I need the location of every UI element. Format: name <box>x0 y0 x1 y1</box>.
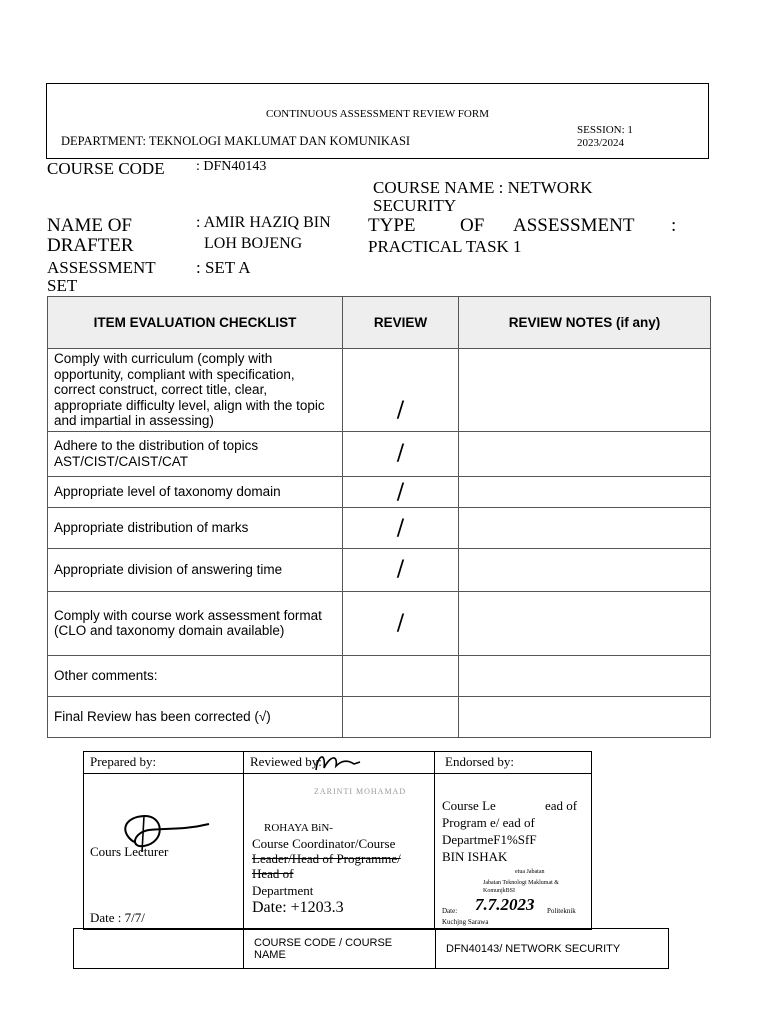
type-word-3: ASSESSMENT <box>513 215 635 236</box>
set-value: : SET A <box>196 258 251 277</box>
endorsed-role-1b: ead of <box>545 798 578 813</box>
table-row <box>48 508 711 549</box>
footer-value: DFN40143/ NETWORK SECURITY <box>436 929 669 969</box>
drafter-value-2: LOH BOJENG <box>204 235 303 252</box>
checklist-item: Appropriate division of answering time <box>48 548 343 591</box>
reviewed-stamp: ZARINTI MOHAMAD <box>314 787 407 796</box>
endorsed-stamp-1: etua Jabatan <box>515 869 545 875</box>
review-check: / <box>343 591 459 655</box>
table-row <box>48 476 711 508</box>
reviewed-role-4: Department <box>252 883 314 898</box>
checklist-item: Other comments: <box>48 655 343 697</box>
course-name-line1: COURSE NAME : NETWORK <box>373 178 593 197</box>
review-notes <box>459 348 711 431</box>
set-label-2: SET <box>47 276 78 295</box>
endorsed-role-1: Course Le <box>442 798 496 813</box>
prepared-date: Date : 7/7/ <box>90 910 145 925</box>
endorsed-stamp-4: Politeknik <box>547 907 576 915</box>
endorsed-cell <box>435 774 592 930</box>
checklist-item: Adhere to the distribution of topics AST/CIST/CAIST/CAT <box>48 432 343 477</box>
review-notes <box>459 591 711 655</box>
col-notes: REVIEW NOTES (if any) <box>459 297 711 349</box>
review-notes <box>459 508 711 549</box>
set-label-1: ASSESSMENT <box>47 258 156 277</box>
type-word-2: OF <box>460 215 485 236</box>
endorsed-role-2: Program e/ ead of <box>442 815 535 830</box>
prepared-label: Prepared by: <box>84 752 244 774</box>
footer-label: COURSE CODE / COURSE NAME <box>244 929 436 969</box>
type-word-1: TYPE <box>368 215 416 236</box>
checklist-item: Comply with curriculum (comply with opportunity, compliant with specification, correct construct, correct title, clear, appropriate difficulty level, align with the topic and impartial in assessing) <box>48 348 343 431</box>
signoff-body-row <box>84 774 592 930</box>
review-check: / <box>343 476 459 508</box>
table-row <box>48 697 711 738</box>
review-check <box>343 655 459 697</box>
table-row <box>48 655 711 697</box>
course-code-label: COURSE CODE <box>47 159 165 178</box>
drafter-value-1: : AMIR HAZIQ BIN <box>196 214 331 231</box>
type-value: PRACTICAL TASK 1 <box>368 237 522 256</box>
endorsed-date-label: Date: <box>442 907 458 915</box>
form-title: CONTINUOUS ASSESSMENT REVIEW FORM <box>266 108 489 120</box>
table-row <box>48 348 711 431</box>
endorsed-date-value: 7.7.2023 <box>475 895 535 914</box>
endorsed-name: BIN ISHAK <box>442 849 508 864</box>
checklist-header-row <box>48 297 711 349</box>
endorsed-label: Endorsed by: <box>435 752 592 774</box>
evaluation-checklist <box>47 296 711 738</box>
review-check: / <box>343 508 459 549</box>
checklist-item: Appropriate distribution of marks <box>48 508 343 549</box>
reviewed-name: ROHAYA BiN- <box>264 822 333 834</box>
table-row <box>48 432 711 477</box>
reviewed-date: Date: +1203.3 <box>252 899 344 916</box>
form-header <box>46 83 709 159</box>
prepared-cell <box>84 774 244 930</box>
department: DEPARTMENT: TEKNOLOGI MAKLUMAT DAN KOMUNIKASI <box>61 134 411 148</box>
session-year: 2023/2024 <box>577 137 625 149</box>
course-name-line2: SECURITY <box>373 196 457 215</box>
reviewed-role-1: Course Coordinator/Course <box>252 836 396 851</box>
drafter-label-1: NAME OF <box>47 215 132 236</box>
session-label: SESSION: 1 <box>577 124 633 136</box>
endorsed-stamp-5: Kuchjng Sarawa <box>442 918 489 926</box>
review-check: / <box>343 432 459 477</box>
review-check: / <box>343 548 459 591</box>
review-check: / <box>343 348 459 431</box>
review-notes <box>459 655 711 697</box>
type-colon: : <box>671 215 677 236</box>
checklist-item: Appropriate level of taxonomy domain <box>48 476 343 508</box>
review-notes <box>459 476 711 508</box>
checklist-item: Final Review has been corrected (√) <box>48 697 343 738</box>
col-item: ITEM EVALUATION CHECKLIST <box>48 297 343 349</box>
review-notes <box>459 548 711 591</box>
review-notes <box>459 697 711 738</box>
endorsed-stamp-3: KomunjkBSI <box>483 888 516 894</box>
review-notes <box>459 432 711 477</box>
reviewed-role-2: Leader/Head of Programme/ <box>252 851 401 866</box>
endorsed-stamp-2: Jabatan Teknologi Maklumat & <box>483 880 559 886</box>
course-code-value: : DFN40143 <box>196 159 267 174</box>
footer-table <box>73 928 669 969</box>
reviewed-label: Reviewed by: <box>244 752 435 774</box>
reviewed-role-3: Head of <box>252 866 294 881</box>
table-row <box>48 591 711 655</box>
col-review: REVIEW <box>343 297 459 349</box>
drafter-label-2: DRAFTER <box>47 235 134 256</box>
review-check <box>343 697 459 738</box>
checklist-item: Comply with course work assessment format (CLO and taxonomy domain available) <box>48 591 343 655</box>
table-row <box>48 548 711 591</box>
prepared-role: Cours Lecturer <box>90 844 169 859</box>
footer-blank <box>74 929 244 969</box>
endorsed-role-3: DepartmeF1%SfF <box>442 832 537 847</box>
footer-row <box>74 929 669 969</box>
reviewer-signature <box>308 748 368 778</box>
reviewed-cell <box>244 774 435 930</box>
